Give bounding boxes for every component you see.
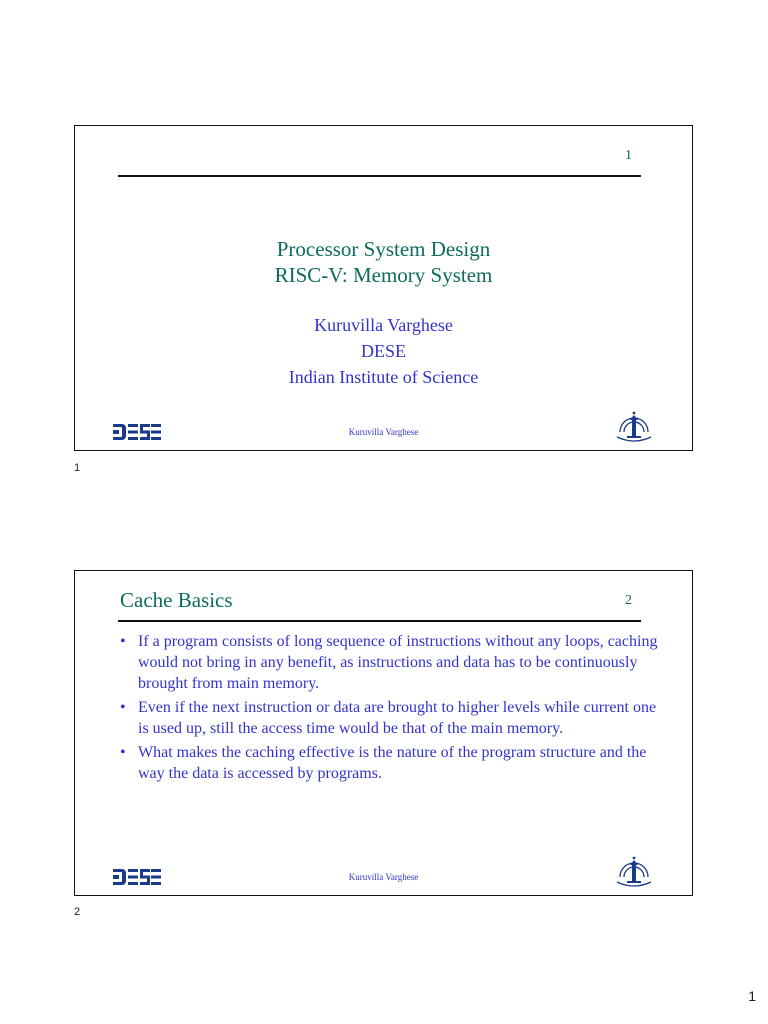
bullet-list (118, 631, 658, 787)
author-institute: Indian Institute of Science (288, 367, 479, 387)
bullet-marker: • (120, 699, 126, 716)
page-label: 1 (74, 462, 81, 474)
slide-title (75, 236, 692, 288)
footer-author: Kuruvilla Varghese (348, 427, 419, 437)
title-line: RISC-V: Memory System (274, 263, 493, 287)
header-rule (118, 175, 641, 177)
bullet-text: Even if the next instruction or data are brought to higher levels while current one is used up, still the access time would be that of the main memory. (138, 699, 657, 737)
bullet-item (118, 697, 658, 739)
bullet-text: What makes the caching effective is the nature of the program structure and the way the data is accessed by programs. (138, 744, 647, 782)
slide-number: 1 (625, 148, 632, 163)
author-info (75, 312, 692, 390)
title-line: Processor System Design (276, 237, 491, 261)
bullet-marker: • (120, 744, 126, 761)
slide-1 (74, 125, 693, 451)
author-department: DESE (361, 341, 406, 361)
bullet-item (118, 742, 658, 784)
slide-number: 2 (625, 593, 632, 608)
sheet-page-number: 1 (748, 988, 756, 1004)
author-name: Kuruvilla Varghese (314, 315, 453, 335)
iisc-emblem-icon (614, 410, 654, 444)
bullet-text: If a program consists of long sequence of instructions without any loops, caching would not bring in any benefit, as instructions and data has to be continuously brought from main memory. (138, 633, 658, 692)
header-rule (118, 620, 641, 622)
iisc-emblem-icon (614, 855, 654, 889)
page-label: 2 (74, 906, 81, 918)
slide-heading: Cache Basics (120, 588, 233, 612)
slide-2 (74, 570, 693, 896)
footer-author: Kuruvilla Varghese (348, 872, 419, 882)
bullet-item (118, 631, 658, 694)
bullet-marker: • (120, 633, 126, 650)
